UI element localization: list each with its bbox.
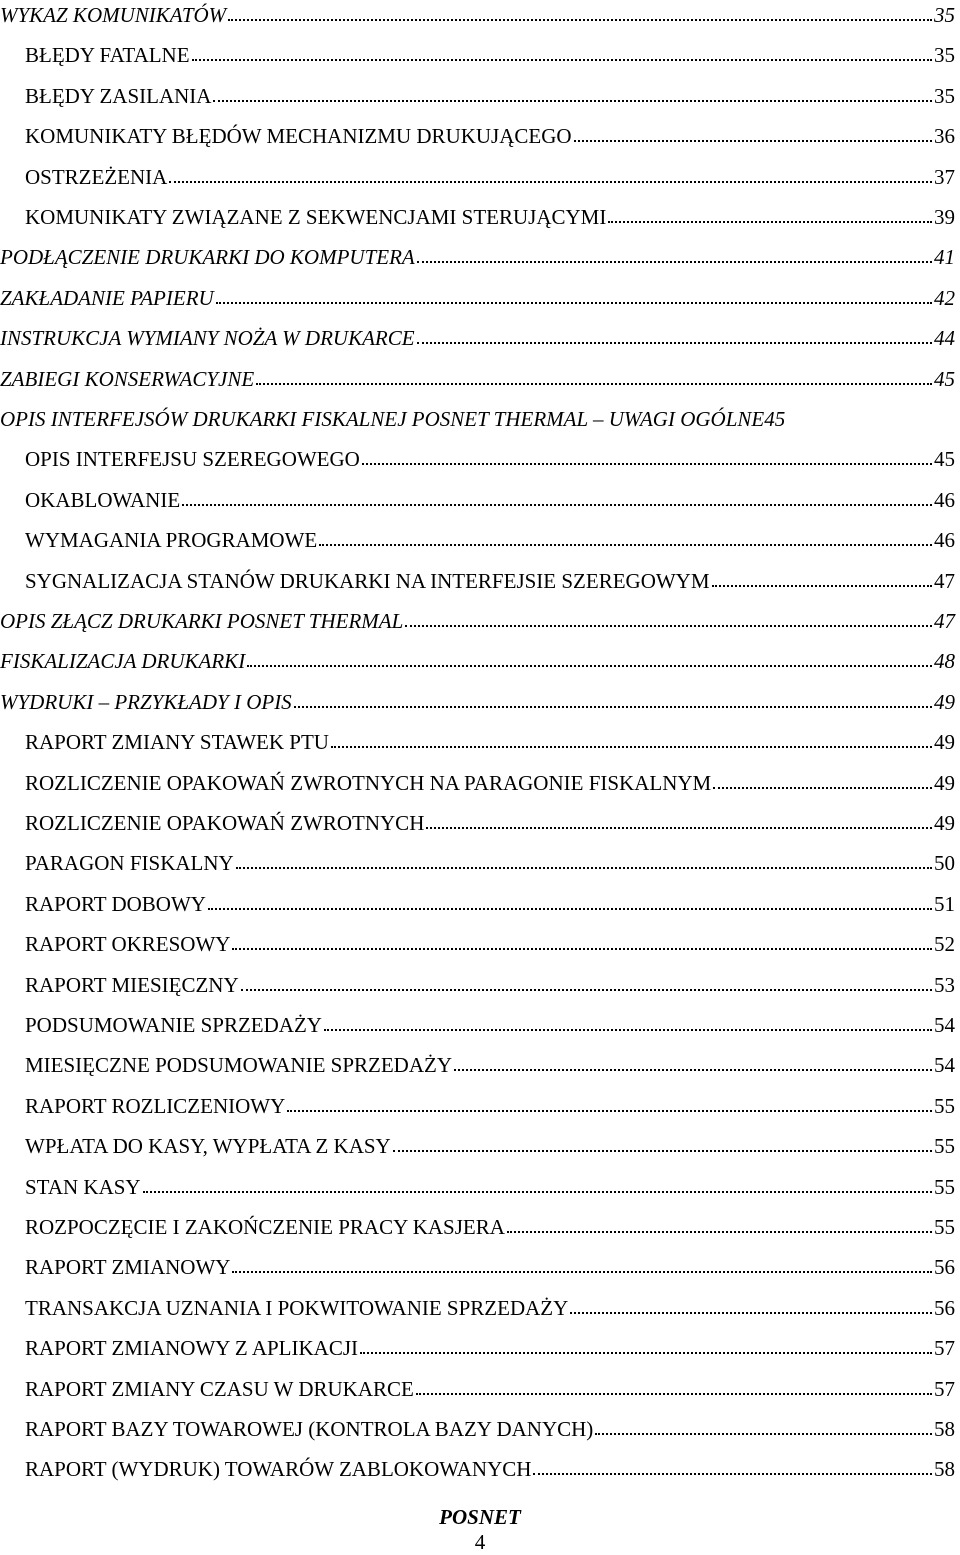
toc-dot-leader [713,770,932,790]
toc-entry-page: 53 [934,972,955,997]
toc-dot-leader [417,325,932,345]
toc-dot-leader [324,1012,932,1032]
toc-entry-title: RAPORT BAZY TOWAROWEJ (KONTROLA BAZY DANYCH) [25,1417,594,1441]
toc-entry-page: 41 [934,245,955,270]
toc-entry-page: 55 [934,1093,955,1118]
toc-entry-page: 36 [934,124,955,149]
toc-entry-title: OKABLOWANIE [25,487,181,512]
toc-entry[interactable] [0,204,955,230]
toc-entry-title: WYDRUKI – PRZYKŁADY I OPIS [0,689,292,714]
toc-entry-title: BŁĘDY FATALNE [25,43,190,68]
toc-entry-page: 56 [934,1295,955,1320]
toc-entry-title: OSTRZEŻENIA [25,164,168,189]
toc-entry-title: ROZLICZENIE OPAKOWAŃ ZWROTNYCH [25,811,425,835]
toc-entry[interactable] [0,2,955,28]
toc-entry[interactable] [0,83,955,109]
toc-dot-leader [241,972,932,992]
toc-entry-title: PODŁĄCZENIE DRUKARKI DO KOMPUTERA [0,245,415,270]
toc-entry-page: 46 [934,487,955,512]
footer-page-number: 4 [474,1530,486,1554]
toc-dot-leader [574,123,932,143]
toc-dot-leader [416,1376,932,1396]
toc-dot-leader [426,810,932,830]
toc-entry-page: 54 [934,1013,955,1037]
toc-entry-page: 54 [934,1053,955,1078]
toc-entry[interactable] [0,1456,955,1482]
toc-entry-page: 56 [934,1255,955,1280]
toc-dot-leader [247,648,932,668]
toc-dot-leader [294,689,932,709]
toc-entry-title: RAPORT ZMIANOWY Z APLIKACJI [25,1336,358,1361]
toc-dot-leader [216,285,932,305]
toc-entry-title: OPIS INTERFEJSÓW DRUKARKI FISKALNEJ POSNET THERMAL – UWAGI OGÓLNE [0,407,765,431]
toc-entry-title: KOMUNIKATY ZWIĄZANE Z SEKWENCJAMI STERUJĄCYMI [25,205,607,229]
toc-dot-leader [595,1416,932,1436]
toc-dot-leader [405,608,932,628]
toc-entry-title: BŁĘDY ZASILANIA [25,83,212,108]
toc-entry[interactable] [0,123,955,149]
toc-entry-page: 49 [934,811,955,835]
toc-entry-page: 42 [934,285,955,310]
toc-entry-title: PARAGON FISKALNY [25,851,234,876]
toc-entry[interactable] [0,164,955,190]
toc-dot-leader [454,1052,932,1072]
toc-entry[interactable] [0,42,955,68]
toc-entry[interactable] [0,325,955,351]
toc-entry-page: 44 [934,326,955,351]
toc-entry[interactable] [0,689,955,715]
toc-entry[interactable] [0,648,955,674]
toc-entry-page: 55 [934,1174,955,1199]
toc-entry-title: ROZPOCZĘCIE I ZAKOŃCZENIE PRACY KASJERA [25,1215,505,1239]
toc-entry[interactable] [0,527,955,553]
toc-entry[interactable] [0,1295,955,1321]
toc-entry-page: 57 [934,1336,955,1361]
toc-entry[interactable] [0,244,955,270]
toc-dot-leader [232,1254,932,1274]
toc-entry-title: MIESIĘCZNE PODSUMOWANIE SPRZEDAŻY [25,1053,453,1078]
toc-entry[interactable] [0,1416,955,1442]
toc-entry-title: ZABIEGI KONSERWACYJNE [0,366,255,391]
toc-entry-page: 49 [934,770,955,795]
toc-entry[interactable] [0,931,955,957]
toc-entry[interactable] [0,568,955,594]
toc-entry-page: 51 [934,891,955,916]
toc-entry-title: ROZLICZENIE OPAKOWAŃ ZWROTNYCH NA PARAGONIE FISKALNYM [25,770,712,795]
toc-entry-page: 37 [934,164,955,189]
toc-entry-title: OPIS INTERFEJSU SZEREGOWEGO [25,447,360,472]
toc-entry[interactable] [0,406,955,432]
toc-entry[interactable] [0,1214,955,1240]
toc-entry-title: RAPORT MIESIĘCZNY [25,972,239,997]
toc-entry-page: 35 [934,3,955,27]
toc-entry[interactable] [0,1052,955,1078]
toc-entry[interactable] [0,850,955,876]
toc-entry[interactable] [0,446,955,472]
toc-entry[interactable] [0,487,955,513]
toc-entry[interactable] [0,729,955,755]
toc-dot-leader [570,1295,932,1315]
toc-dot-leader [319,527,932,547]
toc-entry-title: FISKALIZACJA DRUKARKI [0,649,246,674]
toc-entry[interactable] [0,891,955,917]
toc-dot-leader [608,204,932,224]
toc-entry[interactable] [0,770,955,796]
toc-entry[interactable] [0,285,955,311]
footer-brand: POSNET [439,1505,521,1529]
toc-entry-title: STAN KASY [25,1174,141,1199]
toc-entry-page: 58 [934,1417,955,1441]
toc-dot-leader [331,729,932,749]
toc-entry-page: 57 [934,1376,955,1401]
toc-dot-leader [256,366,932,386]
toc-entry-title: RAPORT DOBOWY [25,891,206,916]
toc-dot-leader [182,487,932,507]
toc-entry-title: KOMUNIKATY BŁĘDÓW MECHANIZMU DRUKUJĄCEGO [25,124,572,149]
toc-entry-title: TRANSAKCJA UZNANIA I POKWITOWANIE SPRZEDAŻY [25,1295,569,1320]
toc-entry-title: WYMAGANIA PROGRAMOWE [25,528,318,553]
toc-dot-leader [287,1093,932,1113]
toc-entry-page: 35 [934,83,955,108]
toc-dot-leader [417,244,932,264]
toc-entry[interactable] [0,1335,955,1361]
toc-entry[interactable] [0,810,955,836]
toc-dot-leader [192,42,932,62]
toc-entry-title: RAPORT (WYDRUK) TOWARÓW ZABLOKOWANYCH [25,1457,532,1482]
toc-entry[interactable] [0,1133,955,1159]
toc-dot-leader [143,1174,932,1194]
toc-entry-title: RAPORT OKRESOWY [25,932,231,957]
toc-entry-title: OPIS ZŁĄCZ DRUKARKI POSNET THERMAL [0,609,404,633]
toc-entry[interactable] [0,608,955,634]
toc-entry-page: 58 [934,1457,955,1482]
toc-dot-leader [362,446,932,466]
toc-entry[interactable] [0,1376,955,1402]
toc-entry-title: RAPORT ROZLICZENIOWY [25,1093,286,1118]
toc-entry-title: WPŁATA DO KASY, WYPŁATA Z KASY [25,1134,391,1159]
toc-entry[interactable] [0,1174,955,1200]
toc-entry[interactable] [0,1254,955,1280]
toc-dot-leader [533,1456,932,1476]
toc-dot-leader [169,164,932,184]
toc-dot-leader [360,1335,932,1355]
toc-entry[interactable] [0,1093,955,1119]
toc-entry-page: 45 [764,407,786,431]
toc-entry-page: 47 [934,568,955,593]
toc-entry-page: 50 [934,851,955,876]
toc-dot-leader [213,83,932,103]
toc-dot-leader [393,1133,932,1153]
toc-entry[interactable] [0,972,955,998]
toc-dot-leader [228,2,932,22]
toc-entry-page: 49 [934,730,955,755]
toc-dot-leader [712,568,932,588]
toc-entry-page: 48 [934,649,955,674]
toc-entry-title: RAPORT ZMIANY CZASU W DRUKARCE [25,1376,414,1401]
toc-entry-page: 55 [934,1134,955,1159]
toc-entry-title: SYGNALIZACJA STANÓW DRUKARKI NA INTERFEJSIE SZEREGOWYM [25,568,710,593]
toc-entry-page: 47 [934,609,955,633]
toc-entry-title: RAPORT ZMIANOWY [25,1255,231,1280]
toc-entry[interactable] [0,366,955,392]
toc-entry-title: INSTRUKCJA WYMIANY NOŻA W DRUKARCE [0,326,415,351]
toc-entry-title: WYKAZ KOMUNIKATÓW [0,3,227,27]
toc-entry-page: 49 [934,689,955,714]
toc-entry-title: RAPORT ZMIANY STAWEK PTU [25,730,329,755]
toc-entry-page: 52 [934,932,955,957]
toc-entry-title: ZAKŁADANIE PAPIERU [0,285,214,310]
toc-entry-page: 35 [934,43,955,68]
toc-dot-leader [507,1214,932,1234]
toc-dot-leader [208,891,932,911]
toc-entry-page: 45 [934,366,955,391]
toc-entry-page: 46 [934,528,955,553]
toc-entry-page: 55 [934,1215,955,1239]
toc-entry-page: 45 [934,447,955,472]
toc-dot-leader [236,850,932,870]
toc-entry-title: PODSUMOWANIE SPRZEDAŻY [25,1013,322,1037]
toc-entry-page: 39 [934,205,955,229]
toc-entry[interactable] [0,1012,955,1038]
toc-dot-leader [232,931,932,951]
